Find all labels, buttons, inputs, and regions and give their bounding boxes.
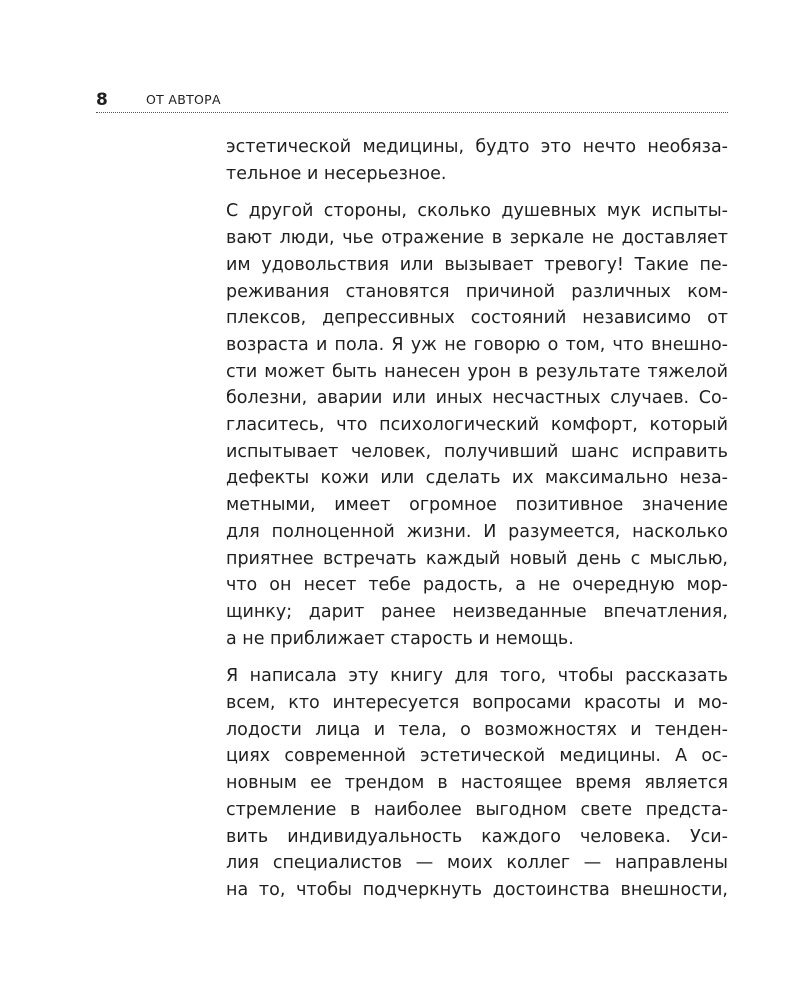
text-line: гласитесь, что психологический комфорт, который <box>226 415 728 436</box>
text-line: вить индивидуальность каждого человека. Уси- <box>226 826 728 847</box>
text-line: болезни, аварии или иных несчастных случаев. Со- <box>226 388 728 409</box>
body-text <box>226 134 728 904</box>
text-line: щинку; дарит ранее неизведанные впечатления, <box>226 601 728 622</box>
text-line: С другой стороны, сколько душевных мук испыты- <box>226 201 728 222</box>
text-line: дефекты кожи или сделать их максимально неза- <box>226 468 728 489</box>
text-line: а не приближает старость и немощь. <box>226 628 574 649</box>
text-line: лодости лица и тела, о возможностях и тенден- <box>226 719 728 740</box>
running-header <box>96 88 728 113</box>
text-line: им удовольствия или вызывает тревогу! Такие пе- <box>226 254 728 275</box>
text-line: плексов, депрессивных состояний независимо от <box>226 308 728 329</box>
text-line: возраста и пола. Я уж не говорю о том, что внешно- <box>226 334 728 355</box>
text-line: сти может быть нанесен урон в результате тяжелой <box>226 361 728 382</box>
text-line: для полноценной жизни. И разумеется, насколько <box>226 521 728 542</box>
text-line: новным ее трендом в настоящее время является <box>226 773 728 794</box>
paragraph <box>226 134 728 187</box>
paragraph <box>226 663 728 903</box>
text-line: метными, имеет огромное позитивное значение <box>226 495 728 516</box>
text-line: эстетической медицины, будто это нечто необяза- <box>226 137 728 157</box>
section-title: ОТ АВТОРА <box>146 92 221 107</box>
text-line: стремление в наиболее выгодном свете предста- <box>226 799 728 820</box>
page-number: 8 <box>96 90 108 110</box>
text-line: циях современной эстетической медицины. А ос- <box>226 746 728 767</box>
text-line: вают люди, чье отражение в зеркале не доставляет <box>226 228 728 249</box>
text-line: Я написала эту книгу для того, чтобы рассказать <box>226 666 728 687</box>
paragraph <box>226 198 728 652</box>
text-line: на то, чтобы подчеркнуть достоинства внешности, <box>226 879 728 900</box>
text-line: что он несет тебе радость, а не очередную мор- <box>226 575 728 596</box>
text-line: приятнее встречать каждый новый день с мыслью, <box>226 548 728 569</box>
text-line: испытывает человек, получивший шанс исправить <box>226 441 728 462</box>
text-line: реживания становятся причиной различных ком- <box>226 281 728 302</box>
text-line: всем, кто интересуется вопросами красоты и мо- <box>226 693 728 714</box>
text-line: тельное и несерьезное. <box>226 163 447 184</box>
text-line: лия специалистов — моих коллег — направлены <box>226 853 728 874</box>
